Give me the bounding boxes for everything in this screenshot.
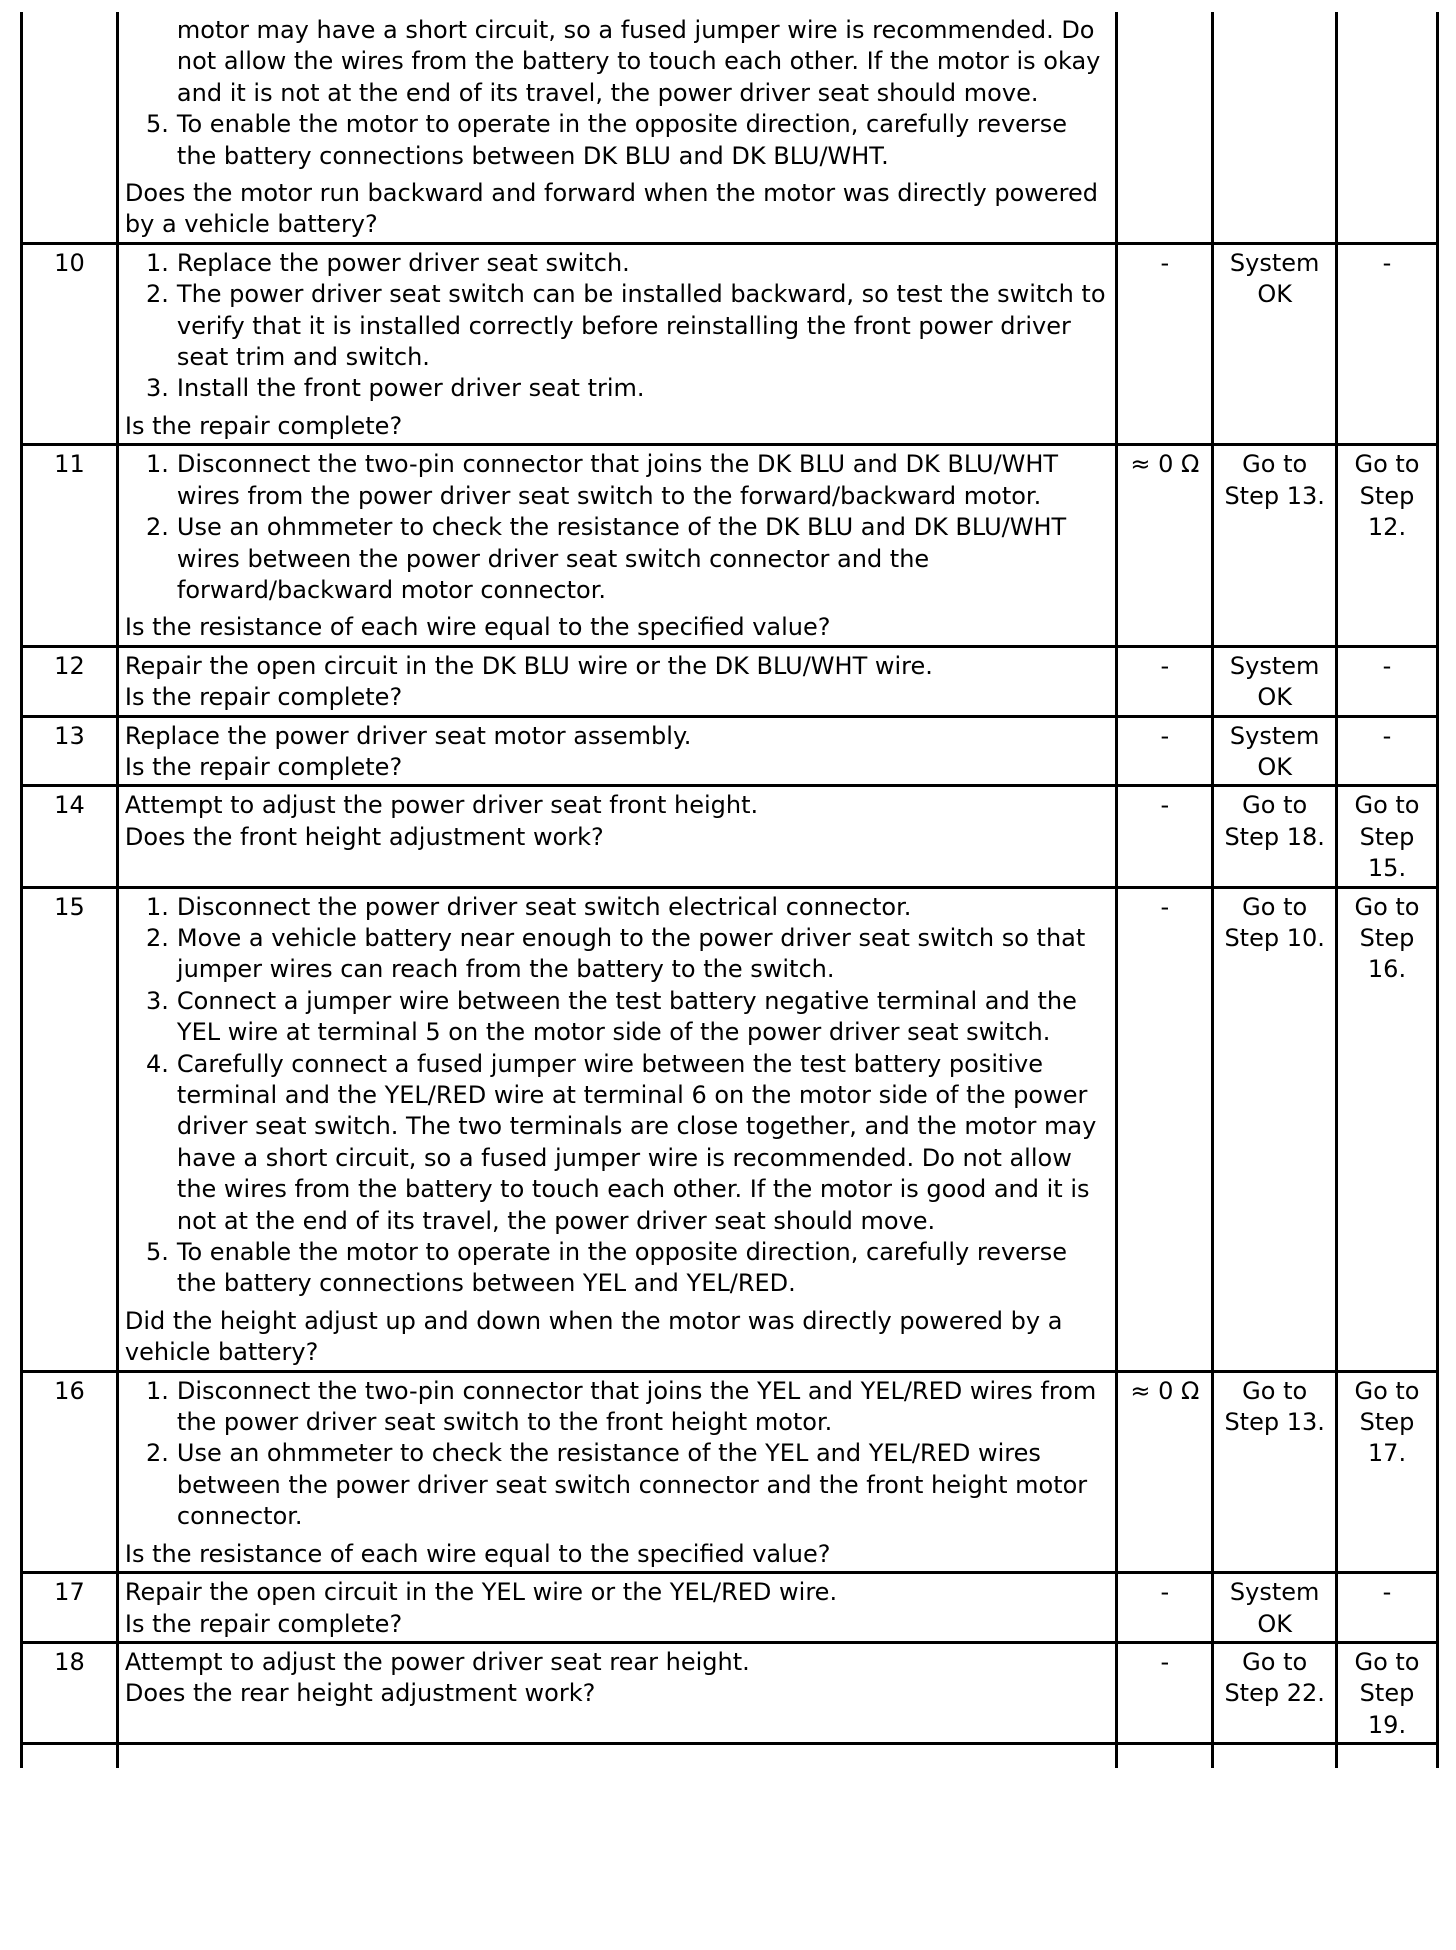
question: Did the height adjust up and down when the motor was directly powered by a vehicle battery? (124, 1306, 1063, 1367)
no-cell: Go to Step 19. (1337, 1642, 1438, 1743)
list-item: 3. Connect a jumper wire between the test battery negative terminal and the YEL wire at terminal 5 on the motor side of the power driver seat switch. (146, 986, 1077, 1047)
action-cell (117, 243, 1117, 444)
action-cell (117, 887, 1117, 1371)
table-row (22, 1642, 1438, 1743)
question: Is the repair complete? (124, 411, 403, 440)
table-row (22, 12, 1438, 243)
question: Is the repair complete? (124, 752, 403, 781)
value-cell: - (1117, 1642, 1213, 1743)
table-row (22, 887, 1438, 1371)
action-cell (117, 445, 1117, 646)
no-cell: - (1337, 646, 1438, 716)
table-row (22, 786, 1438, 887)
list-item: 1. Replace the power driver seat switch. (146, 248, 630, 277)
question: Is the repair complete? (124, 1609, 403, 1638)
empty-cell (1117, 1744, 1213, 1768)
step-number: 17 (22, 1573, 118, 1643)
action-cell (117, 1642, 1117, 1743)
yes-cell: System OK (1213, 243, 1337, 444)
list-item: 2. The power driver seat switch can be installed backward, so test the switch to verify that it is installed correctly before reinstalling the front power driver seat trim and switch. (146, 280, 1106, 372)
step-number: 12 (22, 646, 118, 716)
no-cell: Go to Step 12. (1337, 445, 1438, 646)
value-cell: ≈ 0 Ω (1117, 445, 1213, 646)
step-number: 14 (22, 786, 118, 887)
list-item: 2. Use an ohmmeter to check the resistance of the YEL and YEL/RED wires between the power driver seat switch connector and the front height motor connector. (146, 1439, 1088, 1531)
question: Does the motor run backward and forward when the motor was directly powered by a vehicle battery? (124, 179, 1099, 239)
list-item: 4. Carefully connect a fused jumper wire between the test battery positive terminal and the YEL/RED wire at terminal 6 on the motor side of the power driver seat switch. The two terminals are close together, and the motor may have a short circuit, so a fused jumper wire is recommended. Do not allow the wires from the battery to touch each other. If the motor is good and it is not at the end of its travel, the power driver seat should move. (146, 1049, 1097, 1235)
yes-cell: System OK (1213, 646, 1337, 716)
list-item: 5. To enable the motor to operate in the opposite direction, carefully reverse the battery connections between DK BLU and DK BLU/WHT. (146, 110, 1068, 170)
value-cell: - (1117, 243, 1213, 444)
value-cell: - (1117, 646, 1213, 716)
yes-cell: Go to Step 18. (1213, 786, 1337, 887)
step-number (22, 12, 118, 243)
diagnostic-table (20, 12, 1439, 1768)
table-row (22, 1573, 1438, 1643)
question: Does the front height adjustment work? (124, 822, 604, 851)
table-row (22, 646, 1438, 716)
value-cell: - (1117, 887, 1213, 1371)
yes-cell: Go to Step 22. (1213, 1642, 1337, 1743)
no-cell: Go to Step 17. (1337, 1371, 1438, 1572)
list-item: 1. Disconnect the two-pin connector that joins the YEL and YEL/RED wires from the power driver seat switch to the front height motor. (146, 1376, 1097, 1437)
empty-cell (117, 1744, 1117, 1768)
no-cell: - (1337, 716, 1438, 786)
action-cell (117, 12, 1117, 243)
value-cell: - (1117, 716, 1213, 786)
table-row (22, 243, 1438, 444)
no-cell: Go to Step 16. (1337, 887, 1438, 1371)
step-number: 15 (22, 887, 118, 1371)
step-number: 18 (22, 1642, 118, 1743)
action-text: Repair the open circuit in the YEL wire or the YEL/RED wire. (124, 1578, 838, 1607)
action-text: Attempt to adjust the power driver seat front height. (124, 791, 759, 820)
question: Is the resistance of each wire equal to the specified value? (124, 613, 831, 642)
table-row (22, 1744, 1438, 1768)
no-cell: Go to Step 15. (1337, 786, 1438, 887)
action-cell (117, 1573, 1117, 1643)
question: Is the resistance of each wire equal to the specified value? (124, 1539, 831, 1568)
yes-cell: Go to Step 13. (1213, 1371, 1337, 1572)
empty-cell (1213, 1744, 1337, 1768)
list-item: 5. To enable the motor to operate in the opposite direction, carefully reverse the battery connections between YEL and YEL/RED. (146, 1238, 1068, 1298)
value-cell: - (1117, 1573, 1213, 1643)
question: Does the rear height adjustment work? (124, 1679, 596, 1708)
yes-cell (1213, 12, 1337, 243)
step-number: 13 (22, 716, 118, 786)
no-cell (1337, 12, 1438, 243)
value-cell: - (1117, 786, 1213, 887)
yes-cell: Go to Step 13. (1213, 445, 1337, 646)
action-text: Attempt to adjust the power driver seat rear height. (124, 1647, 750, 1676)
question: Is the repair complete? (124, 683, 403, 712)
table-row (22, 1371, 1438, 1572)
list-item: 2. Use an ohmmeter to check the resistance of the DK BLU and DK BLU/WHT wires between the power driver seat switch connector and the forward/backward motor connector. (146, 513, 1067, 604)
action-cell (117, 646, 1117, 716)
list-item: motor may have a short circuit, so a fused jumper wire is recommended. Do not allow the wires from the battery to touch each other. If the motor is okay and it is not at the end of its travel, the power driver seat should move. (176, 16, 1101, 107)
action-text: Repair the open circuit in the DK BLU wire or the DK BLU/WHT wire. (124, 651, 933, 680)
yes-cell: System OK (1213, 716, 1337, 786)
action-cell (117, 716, 1117, 786)
step-number: 10 (22, 243, 118, 444)
table-row (22, 445, 1438, 646)
list-item: 1. Disconnect the power driver seat switch electrical connector. (146, 892, 912, 921)
table-row (22, 716, 1438, 786)
step-number: 11 (22, 445, 118, 646)
value-cell: ≈ 0 Ω (1117, 1371, 1213, 1572)
list-item: 1. Disconnect the two-pin connector that joins the DK BLU and DK BLU/WHT wires from the power driver seat switch to the forward/backward motor. (146, 450, 1059, 510)
list-item: 2. Move a vehicle battery near enough to the power driver seat switch so that jumper wires can reach from the battery to the switch. (146, 923, 1086, 984)
list-item: 3. Install the front power driver seat trim. (146, 374, 645, 403)
action-text: Replace the power driver seat motor assembly. (124, 721, 692, 750)
empty-cell (1337, 1744, 1438, 1768)
step-number: 16 (22, 1371, 118, 1572)
yes-cell: Go to Step 10. (1213, 887, 1337, 1371)
no-cell: - (1337, 1573, 1438, 1643)
action-cell (117, 1371, 1117, 1572)
empty-cell (22, 1744, 118, 1768)
yes-cell: System OK (1213, 1573, 1337, 1643)
no-cell: - (1337, 243, 1438, 444)
action-cell (117, 786, 1117, 887)
value-cell (1117, 12, 1213, 243)
